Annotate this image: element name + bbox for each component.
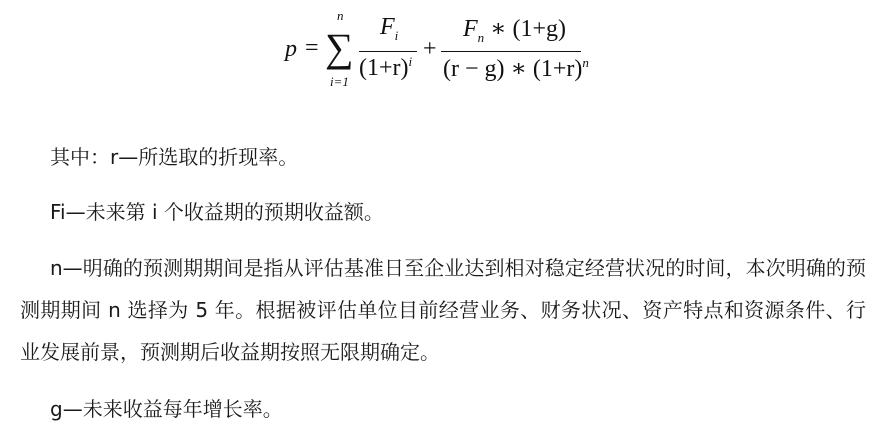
frac1-den-sup: i <box>408 54 413 69</box>
paragraph-n-definition: n—明确的预测期期间是指从评估基准日至企业达到相对稳定经营状况的时间，本次明确的预测期期间 n 选择为 5 年。根据被评估单位目前经营业务、财务状况、资产特点和资源条件、行业发展前景，预测期后收益期按照无限期确定。 <box>20 256 866 364</box>
formula-plus: + <box>423 36 437 62</box>
formula-equals: = <box>305 35 319 61</box>
frac2-num-rest: ∗ (1+g) <box>484 16 567 42</box>
paragraph-fi-definition: Fi—未来第 i 个收益期的预期收益额。 <box>50 200 384 224</box>
dcf-formula <box>285 8 589 98</box>
frac1-numerator <box>380 14 398 44</box>
frac1-den-text: (1+r) <box>359 55 409 81</box>
frac1-bar <box>359 51 417 52</box>
frac2-numerator <box>463 14 566 46</box>
sigma-lower: i=1 <box>330 74 349 89</box>
frac2-denominator <box>443 54 589 83</box>
frac2-bar <box>441 51 581 52</box>
frac1-denominator <box>359 54 412 82</box>
formula-lhs: p <box>285 36 297 62</box>
frac2-den-sup: n <box>582 55 589 70</box>
frac2-num-text: F <box>463 16 478 42</box>
paragraph-g-definition: g—未来收益每年增长率。 <box>50 397 283 421</box>
frac1-num-sub: i <box>394 27 399 43</box>
paragraph-r-definition: 其中：r—所选取的折现率。 <box>50 145 299 169</box>
frac2-den-text: (r − g) ∗ (1+r) <box>443 56 583 82</box>
frac2-num-sub: n <box>477 29 485 45</box>
sigma-symbol: ∑ <box>325 25 354 70</box>
frac1-num-text: F <box>380 14 395 40</box>
sigma-upper: n <box>337 8 344 23</box>
